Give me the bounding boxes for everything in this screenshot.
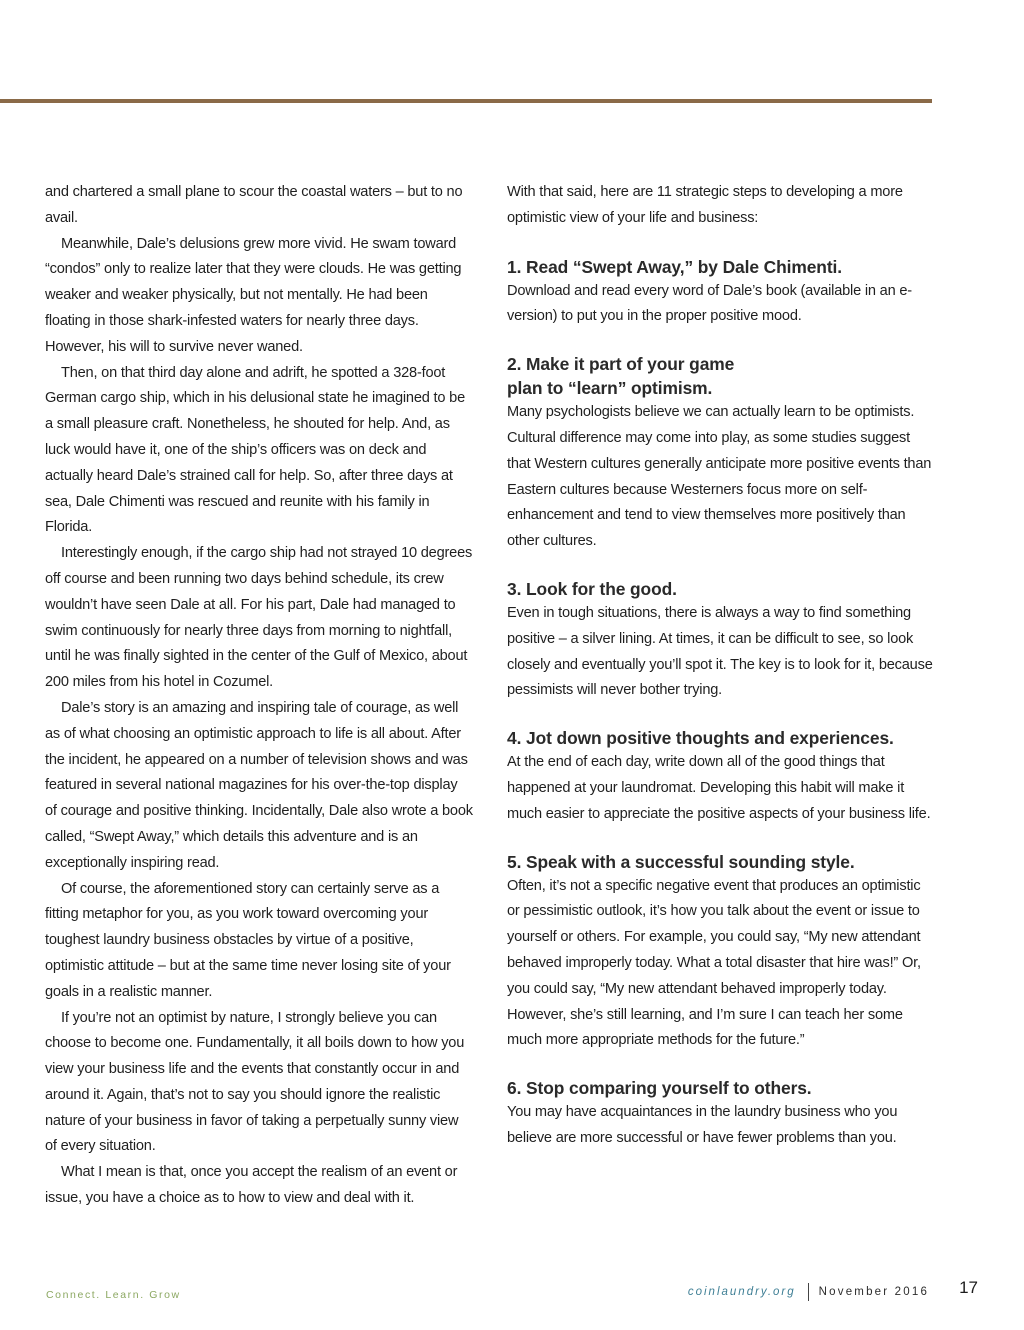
left-paragraph-6: Of course, the aforementioned story can certainly serve as a fitting metaphor for you, as you work toward overcoming your toughest laundry business obstacles by virtue of a positive, optimistic attitude – but at the same time never losing site of your goals in a realistic manner. xyxy=(45,880,451,1000)
step-6-heading: 6. Stop comparing yourself to others. xyxy=(507,1078,812,1099)
footer-divider xyxy=(808,1283,809,1301)
step-1-body: Download and read every word of Dale’s book (available in an e-version) to put you in the proper positive mood. xyxy=(507,282,912,325)
steps-intro: With that said, here are 11 strategic steps to developing a more optimistic view of your life and business: xyxy=(507,184,903,226)
left-paragraph-8: What I mean is that, once you accept the realism of an event or issue, you have a choice as to how to view and deal with it. xyxy=(45,1164,458,1207)
header-rule xyxy=(0,99,932,103)
step-2-heading: 2. Make it part of your game plan to “learn” optimism. xyxy=(507,354,735,399)
step-5-heading: 5. Speak with a successful sounding style. xyxy=(507,851,855,872)
footer-date: November 2016 xyxy=(818,1286,930,1298)
step-4-body: At the end of each day, write down all of the good things that happened at your laundromat. Developing this habit will make it much easier to appreciate the positive aspects of your business life. xyxy=(507,754,931,822)
step-2 xyxy=(507,352,935,555)
step-6-body: You may have acquaintances in the laundry business who you believe are more successful or have fewer problems than you. xyxy=(507,1104,898,1146)
left-column xyxy=(45,180,473,1212)
left-paragraph-5: Dale’s story is an amazing and inspiring tale of courage, as well as of what choosing an optimistic approach to life is all about. After the incident, he appeared on a number of television shows and was featured in several national magazines for his over-the-top display of courage and positive thinking. Incidentally, Dale also wrote a book called, “Swept Away,” which details this adventure and is an exceptionally inspiring read. xyxy=(45,699,473,871)
step-4-heading: 4. Jot down positive thoughts and experiences. xyxy=(507,728,894,749)
footer-info xyxy=(687,1278,978,1302)
step-4 xyxy=(507,726,935,827)
left-paragraph-3: Then, on that third day alone and adrift, he spotted a 328-foot German cargo ship, which in his delusional state he imagined to be a small pleasure craft. Nonetheless, he shouted for help. And, as luck would have it, one of the ship’s officers was on deck and actually heard Dale’s strained call for help. So, after three days at sea, Dale Chimenti was rescued and reunite with his family in Florida. xyxy=(45,364,465,536)
step-5 xyxy=(507,850,935,1055)
step-1 xyxy=(507,255,935,331)
left-paragraph-4: Interestingly enough, if the cargo ship had not strayed 10 degrees off course and been running two days behind schedule, its crew wouldn’t have seen Dale at all. For his part, Dale had managed to swim continuously for nearly three days from morning to nightfall, until he was finally sighted in the center of the Gulf of Mexico, about 200 miles from his hotel in Cozumel. xyxy=(45,545,473,691)
right-column xyxy=(507,180,935,1174)
step-1-heading: 1. Read “Swept Away,” by Dale Chimenti. xyxy=(507,256,842,277)
step-2-body: Many psychologists believe we can actually learn to be optimists. Cultural difference may come into play, as some studies suggest that Western cultures generally anticipate more positive events than Eastern cultures because Westerners focus more on self-enhancement and tend to view themselves more positively than other cultures. xyxy=(507,404,932,550)
step-6 xyxy=(507,1076,935,1152)
left-paragraph-2: Meanwhile, Dale’s delusions grew more vivid. He swam toward “condos” only to realize later that they were clouds. He was getting weaker and weaker physically, but not mentally. He had been floating in those shark-infested waters for nearly three days. However, his will to survive never waned. xyxy=(45,235,462,355)
page-number: 17 xyxy=(959,1278,978,1297)
left-paragraph-1: and chartered a small plane to scour the coastal waters – but to no avail. xyxy=(45,184,463,226)
step-3-body: Even in tough situations, there is always a way to find something positive – a silver lining. At times, it can be difficult to see, so look closely and eventually you’ll spot it. The key is to look for it, because pessimists will never bother trying. xyxy=(507,604,933,699)
step-5-body: Often, it’s not a specific negative event that produces an optimistic or pessimistic outlook, it’s how you talk about the event or issue to yourself or others. For example, you could say, “My new attendant behaved improperly today. What a total disaster that hire was!” Or, you could say, “My new attendant behaved improperly today. However, she’s still learning, and I’m sure I can teach her some much more appropriate methods for the future.” xyxy=(507,877,921,1049)
footer-site-link[interactable]: coinlaundry.org xyxy=(687,1286,796,1298)
footer-tagline: Connect. Learn. Grow xyxy=(46,1289,181,1301)
step-3 xyxy=(507,577,935,704)
step-3-heading: 3. Look for the good. xyxy=(507,578,677,599)
left-paragraph-7: If you’re not an optimist by nature, I strongly believe you can choose to become one. Fundamentally, it all boils down to how you view your business life and the events that constantly occur in and around it. Again, that’s not to say you should ignore the realistic nature of your business in favor of taking a perpetually sunny view of every situation. xyxy=(45,1009,465,1155)
